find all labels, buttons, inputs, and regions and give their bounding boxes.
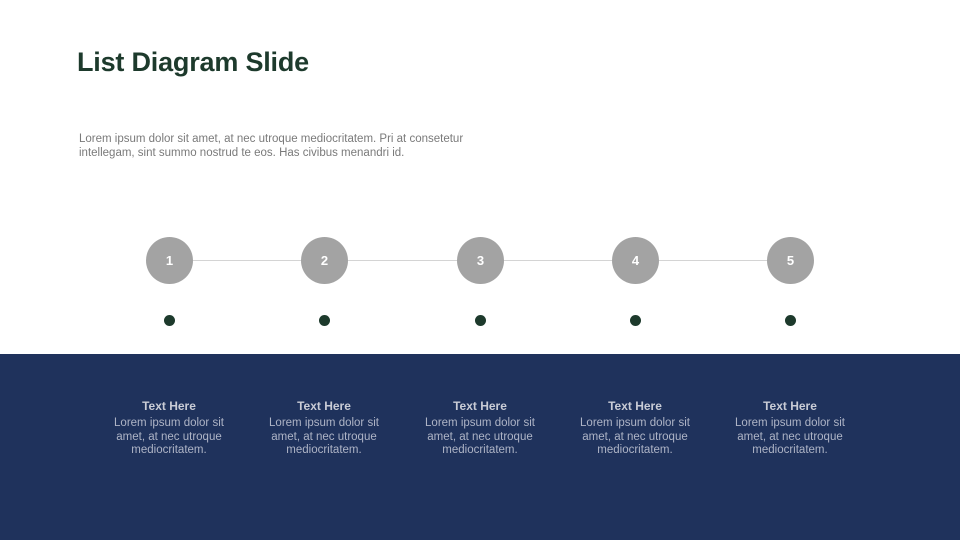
step-marker-dot	[475, 315, 486, 326]
step-title: Text Here	[763, 399, 817, 413]
step-description: Lorem ipsum dolor sit amet, at nec utroque mediocritatem.	[269, 417, 379, 456]
slide-subtitle: Lorem ipsum dolor sit amet, at nec utroque mediocritatem. Pri at consetetur intellegam, sint summo nostrud te eos. Has civibus menandri id.	[79, 133, 464, 159]
step-number-circle: 3	[457, 237, 504, 284]
step-title: Text Here	[297, 399, 351, 413]
step-description: Lorem ipsum dolor sit amet, at nec utroque mediocritatem.	[114, 417, 224, 456]
step-marker-dot	[164, 315, 175, 326]
step-description: Lorem ipsum dolor sit amet, at nec utroque mediocritatem.	[425, 417, 535, 456]
step-number-circle: 4	[612, 237, 659, 284]
step-title: Text Here	[608, 399, 662, 413]
step-number-circle: 5	[767, 237, 814, 284]
step-title: Text Here	[142, 399, 196, 413]
step-marker-dot	[319, 315, 330, 326]
step-number-circle: 1	[146, 237, 193, 284]
step-number-circle: 2	[301, 237, 348, 284]
step-marker-dot	[785, 315, 796, 326]
step-title: Text Here	[453, 399, 507, 413]
step-marker-dot	[630, 315, 641, 326]
slide-title: List Diagram Slide	[77, 47, 309, 77]
step-description: Lorem ipsum dolor sit amet, at nec utroque mediocritatem.	[580, 417, 690, 456]
step-description: Lorem ipsum dolor sit amet, at nec utroque mediocritatem.	[735, 417, 845, 456]
